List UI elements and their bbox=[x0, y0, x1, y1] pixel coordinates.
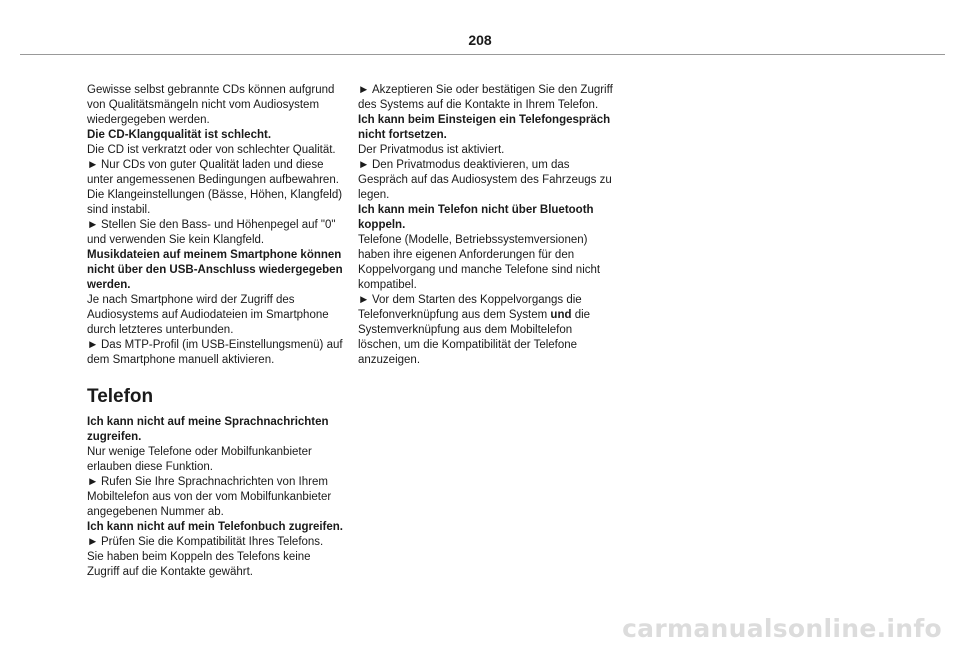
left-action-3 bbox=[87, 338, 343, 368]
left-paragraph-1: Gewisse selbst gebrannte CDs können aufgrund von Qualitätsmängeln nicht vom Audiosystem wiedergegeben werden. bbox=[87, 84, 335, 126]
right-action-1 bbox=[358, 83, 614, 113]
right-action-3-emphasis: und bbox=[550, 309, 572, 321]
right-action-3-text-2: die Systemverknüpfung aus dem Mobiltelefon löschen, um die Kompatibilität der Telefone anzuzeigen. bbox=[358, 309, 591, 366]
arrow-right-icon: ► bbox=[87, 536, 99, 548]
arrow-right-icon: ► bbox=[87, 219, 99, 231]
header-rule bbox=[20, 54, 945, 55]
section-title-telefon: Telefon bbox=[87, 386, 154, 407]
right-column bbox=[358, 83, 614, 368]
right-paragraph-2: Telefone (Modelle, Betriebssystemversionen) haben ihre eigenen Anforderungen für den Koppelvorgang und manche Telefone sind nicht kompatibel. bbox=[358, 234, 601, 291]
watermark: carmanualsonline.info bbox=[622, 614, 942, 643]
arrow-right-icon: ► bbox=[87, 476, 99, 488]
arrow-right-icon: ► bbox=[358, 294, 370, 306]
left-paragraph-6: Sie haben beim Koppeln des Telefons keine Zugriff auf die Kontakte gewährt. bbox=[87, 551, 311, 578]
left-action-5 bbox=[87, 535, 343, 550]
left-action-5-text: Prüfen Sie die Kompatibilität Ihres Telefons. bbox=[101, 536, 324, 548]
right-action-3 bbox=[358, 293, 614, 368]
arrow-right-icon: ► bbox=[358, 84, 370, 96]
left-action-4-text: Rufen Sie Ihre Sprachnachrichten von Ihrem Mobiltelefon aus von der vom Mobilfunkanbieter angegebenen Nummer ab. bbox=[87, 476, 332, 518]
right-heading-bluetooth: Ich kann mein Telefon nicht über Bluetooth koppeln. bbox=[358, 204, 594, 231]
right-action-3-text-1: Vor dem Starten des Koppelvorgangs die Telefonverknüpfung aus dem System bbox=[358, 294, 582, 321]
left-action-3-text: Das MTP-Profil (im USB-Einstellungsmenü) auf dem Smartphone manuell aktivieren. bbox=[87, 339, 343, 366]
left-heading-cd-quality: Die CD-Klangqualität ist schlecht. bbox=[87, 129, 272, 141]
left-heading-voicemail: Ich kann nicht auf meine Sprachnachrichten zugreifen. bbox=[87, 416, 329, 443]
arrow-right-icon: ► bbox=[87, 159, 99, 171]
right-action-2 bbox=[358, 158, 614, 203]
left-heading-phonebook: Ich kann nicht auf mein Telefonbuch zugreifen. bbox=[87, 521, 344, 533]
left-action-4 bbox=[87, 475, 343, 520]
left-paragraph-2: Die CD ist verkratzt oder von schlechter Qualität. bbox=[87, 144, 336, 156]
right-heading-call-continue: Ich kann beim Einsteigen ein Telefongespräch nicht fortsetzen. bbox=[358, 114, 611, 141]
right-action-1-text: Akzeptieren Sie oder bestätigen Sie den Zugriff des Systems auf die Kontakte in Ihrem Telefon. bbox=[358, 84, 613, 111]
left-column bbox=[87, 83, 343, 580]
left-action-1-text: Nur CDs von guter Qualität laden und diese unter angemessenen Bedingungen aufbewahren. bbox=[87, 159, 339, 186]
arrow-right-icon: ► bbox=[358, 159, 370, 171]
left-action-2 bbox=[87, 218, 343, 248]
left-paragraph-5: Nur wenige Telefone oder Mobilfunkanbieter erlauben diese Funktion. bbox=[87, 446, 312, 473]
right-paragraph-1: Der Privatmodus ist aktiviert. bbox=[358, 144, 505, 156]
left-heading-usb: Musikdateien auf meinem Smartphone können nicht über den USB-Anschluss wiedergegeben werden. bbox=[87, 249, 343, 291]
right-action-2-text: Den Privatmodus deaktivieren, um das Gespräch auf das Audiosystem des Fahrzeugs zu legen. bbox=[358, 159, 612, 201]
left-action-2-text: Stellen Sie den Bass- und Höhenpegel auf "0" und verwenden Sie kein Klangfeld. bbox=[87, 219, 336, 246]
left-action-1 bbox=[87, 158, 343, 188]
left-paragraph-4: Je nach Smartphone wird der Zugriff des Audiosystems auf Audiodateien im Smartphone durch letzteres unterbunden. bbox=[87, 294, 329, 336]
arrow-right-icon: ► bbox=[87, 339, 99, 351]
left-paragraph-3: Die Klangeinstellungen (Bässe, Höhen, Klangfeld) sind instabil. bbox=[87, 189, 343, 216]
page-number: 208 bbox=[468, 32, 492, 48]
